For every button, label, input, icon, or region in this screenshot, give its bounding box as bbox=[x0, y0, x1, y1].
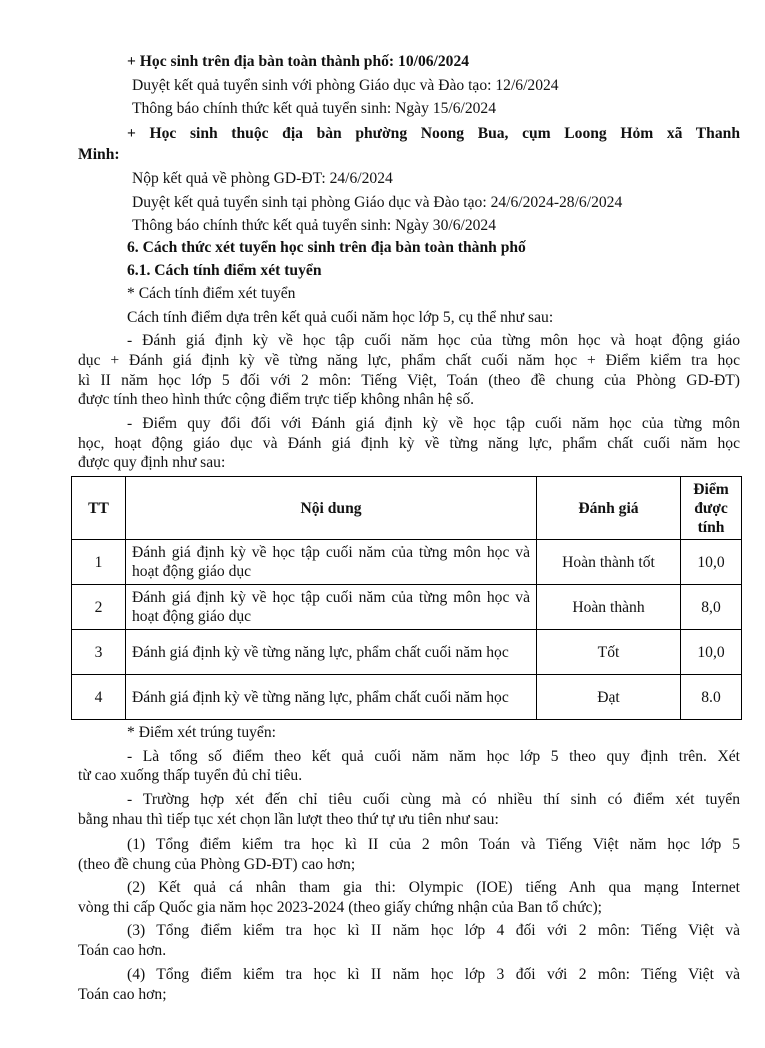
text-line: được tính theo hình thức cộng điểm trực tiếp không nhân hệ số. bbox=[78, 391, 475, 408]
table-row bbox=[72, 540, 742, 585]
table-row bbox=[72, 630, 742, 675]
cell-score: 10,0 bbox=[681, 540, 742, 585]
text-line: Duyệt kết quả tuyển sinh với phòng Giáo dục và Đào tạo: 12/6/2024 bbox=[132, 77, 559, 94]
text-line: Cách tính điểm dựa trên kết quả cuối năm học lớp 5, cụ thể như sau: bbox=[127, 309, 554, 326]
text-line: + Học sinh trên địa bàn toàn thành phố: 10/06/2024 bbox=[127, 53, 470, 70]
text-line: dục + Đánh giá định kỳ về từng năng lực, phẩm chất cuối năm học + Điểm kiểm tra học bbox=[78, 352, 740, 369]
text-line: 6.1. Cách tính điểm xét tuyển bbox=[127, 262, 322, 279]
text-line: 6. Cách thức xét tuyển học sinh trên địa bàn toàn thành phố bbox=[127, 239, 526, 256]
text-line: vòng thi cấp Quốc gia năm học 2023-2024 (theo giấy chứng nhận của Ban tổ chức); bbox=[78, 899, 602, 916]
cell-score: 8,0 bbox=[681, 585, 742, 630]
text-line: (4) Tổng điểm kiểm tra học kì II năm học lớp 3 đối với 2 môn: Tiếng Việt và bbox=[127, 966, 740, 983]
cell-tt: 3 bbox=[72, 630, 126, 675]
cell-score: 8.0 bbox=[681, 675, 742, 720]
text-line: (3) Tổng điểm kiểm tra học kì II năm học lớp 4 đối với 2 môn: Tiếng Việt và bbox=[127, 922, 740, 939]
cell-tt: 1 bbox=[72, 540, 126, 585]
cell-rating: Hoàn thành tốt bbox=[537, 540, 681, 585]
text-line: Duyệt kết quả tuyển sinh tại phòng Giáo dục và Đào tạo: 24/6/2024-28/6/2024 bbox=[132, 194, 623, 211]
text-line: Toán cao hơn. bbox=[78, 942, 167, 959]
text-line: từ cao xuống thấp tuyển đủ chỉ tiêu. bbox=[78, 767, 303, 784]
cell-score: 10,0 bbox=[681, 630, 742, 675]
text-line: bằng nhau thì tiếp tục xét chọn lần lượt theo thứ tự ưu tiên như sau: bbox=[78, 811, 499, 828]
text-line: Nộp kết quả về phòng GD-ĐT: 24/6/2024 bbox=[132, 170, 393, 187]
text-line: (1) Tổng điểm kiểm tra học kì II của 2 môn Toán và Tiếng Việt năm học lớp 5 bbox=[127, 836, 740, 853]
text-line: (2) Kết quả cá nhân tham gia thi: Olympic (IOE) tiếng Anh qua mạng Internet bbox=[127, 879, 740, 896]
text-line: - Là tổng số điểm theo kết quả cuối năm năm học lớp 5 theo quy định trên. Xét bbox=[127, 748, 740, 765]
score-conversion-table bbox=[71, 476, 742, 720]
cell-content: Đánh giá định kỳ về học tập cuối năm của từng môn học và hoạt động giáo dục bbox=[126, 540, 537, 585]
table-row bbox=[72, 585, 742, 630]
header-tt: TT bbox=[72, 477, 126, 540]
cell-content: Đánh giá định kỳ về học tập cuối năm của từng môn học và hoạt động giáo dục bbox=[126, 585, 537, 630]
cell-content: Đánh giá định kỳ về từng năng lực, phẩm chất cuối năm học bbox=[126, 630, 537, 675]
header-score: Điểm được tính bbox=[681, 477, 742, 540]
text-line: kì II năm học lớp 5 đối với 2 môn: Tiếng Việt, Toán (theo đề chung của Phòng GD-ĐT) bbox=[78, 372, 740, 389]
header-content: Nội dung bbox=[126, 477, 537, 540]
cell-tt: 2 bbox=[72, 585, 126, 630]
text-line: - Trường hợp xét đến chỉ tiêu cuối cùng mà có nhiều thí sinh có điểm xét tuyển bbox=[127, 791, 740, 808]
table-header-row bbox=[72, 477, 742, 540]
text-line: + Học sinh thuộc địa bàn phường Noong Bua, cụm Loong Hỏm xã Thanh bbox=[127, 125, 740, 142]
cell-content: Đánh giá định kỳ về từng năng lực, phẩm chất cuối năm học bbox=[126, 675, 537, 720]
text-line: Thông báo chính thức kết quả tuyển sinh: Ngày 15/6/2024 bbox=[132, 100, 497, 117]
text-line: được quy định như sau: bbox=[78, 454, 226, 471]
text-line: Minh: bbox=[78, 146, 120, 163]
text-line: - Điểm quy đổi đối với Đánh giá định kỳ về học tập cuối năm học của từng môn bbox=[127, 415, 740, 432]
cell-tt: 4 bbox=[72, 675, 126, 720]
text-line: * Cách tính điểm xét tuyển bbox=[127, 285, 296, 302]
cell-rating: Đạt bbox=[537, 675, 681, 720]
cell-rating: Tốt bbox=[537, 630, 681, 675]
text-line: Toán cao hơn; bbox=[78, 986, 167, 1003]
text-line: (theo đề chung của Phòng GD-ĐT) cao hơn; bbox=[78, 856, 356, 873]
text-line: Thông báo chính thức kết quả tuyển sinh: Ngày 30/6/2024 bbox=[132, 217, 497, 234]
text-line: * Điểm xét trúng tuyển: bbox=[127, 724, 276, 741]
text-line: học, hoạt động giáo dục và Đánh giá định kỳ về từng năng lực, phẩm chất cuối năm học bbox=[78, 435, 740, 452]
table-row bbox=[72, 675, 742, 720]
text-line: - Đánh giá định kỳ về học tập cuối năm học của từng môn học và hoạt động giáo bbox=[127, 332, 740, 349]
cell-rating: Hoàn thành bbox=[537, 585, 681, 630]
header-rating: Đánh giá bbox=[537, 477, 681, 540]
